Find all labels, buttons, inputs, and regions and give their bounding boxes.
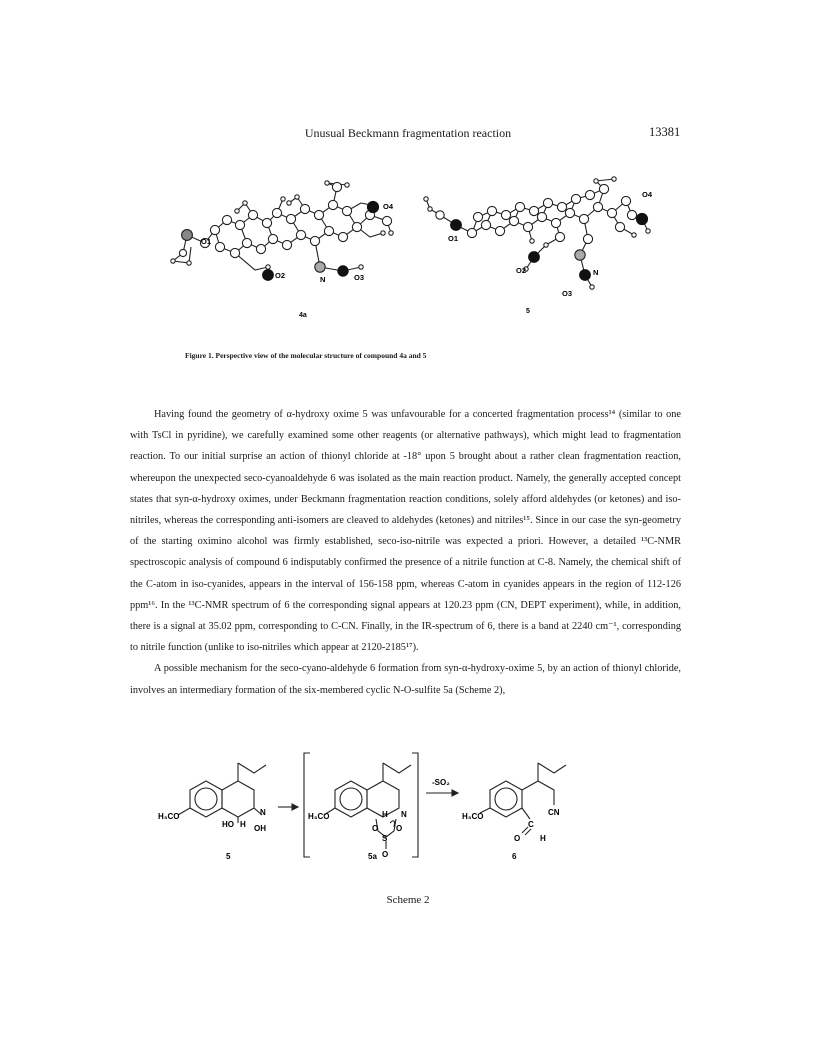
hydrogen-label-6: H [540,834,546,843]
oxygen-label-6: O [514,834,521,843]
page-number: 13381 [649,125,681,139]
oxygen-left-label-5a: O [372,824,379,833]
atom-o4-4a: O4 [383,202,394,211]
paragraph-2: A possible mechanism for the seco-cyano-aldehyde 6 formation from syn-α-hydroxy-oxime 5, by an action of thionyl chloride, involves an intermediary formation of the six-membered cyclic N-O-sulfite 5a (Scheme 2), [130,663,681,696]
body-text [130,404,681,701]
atom-o1-5: O1 [448,234,459,243]
nitrogen-label-5: N [260,808,266,817]
structure-label-5: 5 [526,308,530,315]
nitrile-label-6: CN [548,808,560,817]
nitrogen-label-5a: N [401,810,407,819]
atom-o3-4a: O3 [354,273,365,282]
molecular-structure-5 [420,175,660,325]
atom-o2-4a: O2 [275,271,286,280]
atom-o4-5: O4 [642,190,653,199]
sulfur-oxygen-label-5a: O [382,850,389,859]
compound-label-6: 6 [512,852,517,861]
molecular-structure-4a [165,175,405,325]
compound-label-5a: 5a [368,852,377,861]
oxygen-right-label-5a: O [396,824,403,833]
atom-o3-5: O3 [562,289,573,298]
running-title: Unusual Beckmann fragmentation reaction [304,126,512,140]
atom-n-5: N [593,268,599,277]
sulfur-label-5a: S [382,834,388,843]
atom-o2-5: O2 [516,266,527,275]
hydrogen-label-5: H [240,820,246,829]
oxime-oh-label-5: OH [254,824,266,833]
paragraph-1: Having found the geometry of α-hydroxy oxime 5 was unfavourable for a concerted fragmentation process¹⁴ (similar to one with TsCl in pyridine), we carefully examined some other reagents (or alternative pathways), which might lead to fragmentation reaction. To our initial surprise an action of thionyl chloride at -18° upon 5 brought about a rather clean fragmentation reaction, whereupon the unexpected seco-cyanoaldehyde 6 was isolated as the main reaction product. Namely, the generally accepted concept states that syn-α-hydroxy oximes, under Beckmann fragmentation reaction conditions, solely afford aldehydes (or ketones) and iso-nitriles, whereas the corresponding anti-isomers are cleaved to aldehydes (ketones) and nitriles¹⁵. Since in our case the syn-geometry of the starting oximino alcohol was firmly established, seco-iso-nitrile was expected a priori. However, a detailed ¹³C-NMR spectroscopic analysis of compound 6 indisputably confirmed the presence of a nitrile function at C-8. Namely, the chemical shift of the C-atom in iso-cyanides, appears in the interval of 156-158 ppm, whereas C-atom in cyanides appears in the region of 112-126 ppm¹⁶. In the ¹³C-NMR spectrum of 6 the corresponding signal appears at 120.23 ppm (CN, DEPT experiment), while, in addition, there is a signal at 35.02 ppm, corresponding to C-CN. Finally, in the IR-spectrum of 6, there is a band at 2240 cm⁻¹, corresponding to nitrile function (unlike to iso-nitriles which appear at 2120-2185¹⁷). [130,409,681,654]
hydroxyl-label-5: HO [222,820,234,829]
methoxy-label-6: H₃CO [462,812,484,821]
compound-label-5: 5 [226,852,231,861]
methoxy-label-5a: H₃CO [308,812,330,821]
carbon-label-6: C [528,820,534,829]
scheme-2-diagram [150,745,650,885]
methoxy-label-5: H₃CO [158,812,180,821]
figure-caption: Figure 1. Perspective view of the molecular structure of compound 4a and 5 [185,351,427,360]
hydrogen-label-5a: H [382,810,388,819]
reagent-label: -SO₂ [432,778,450,787]
scheme-caption: Scheme 2 [386,894,430,906]
atom-n-4a: N [320,275,326,284]
structure-label-4a: 4a [299,312,307,319]
atom-o1-4a: O1 [201,237,212,246]
